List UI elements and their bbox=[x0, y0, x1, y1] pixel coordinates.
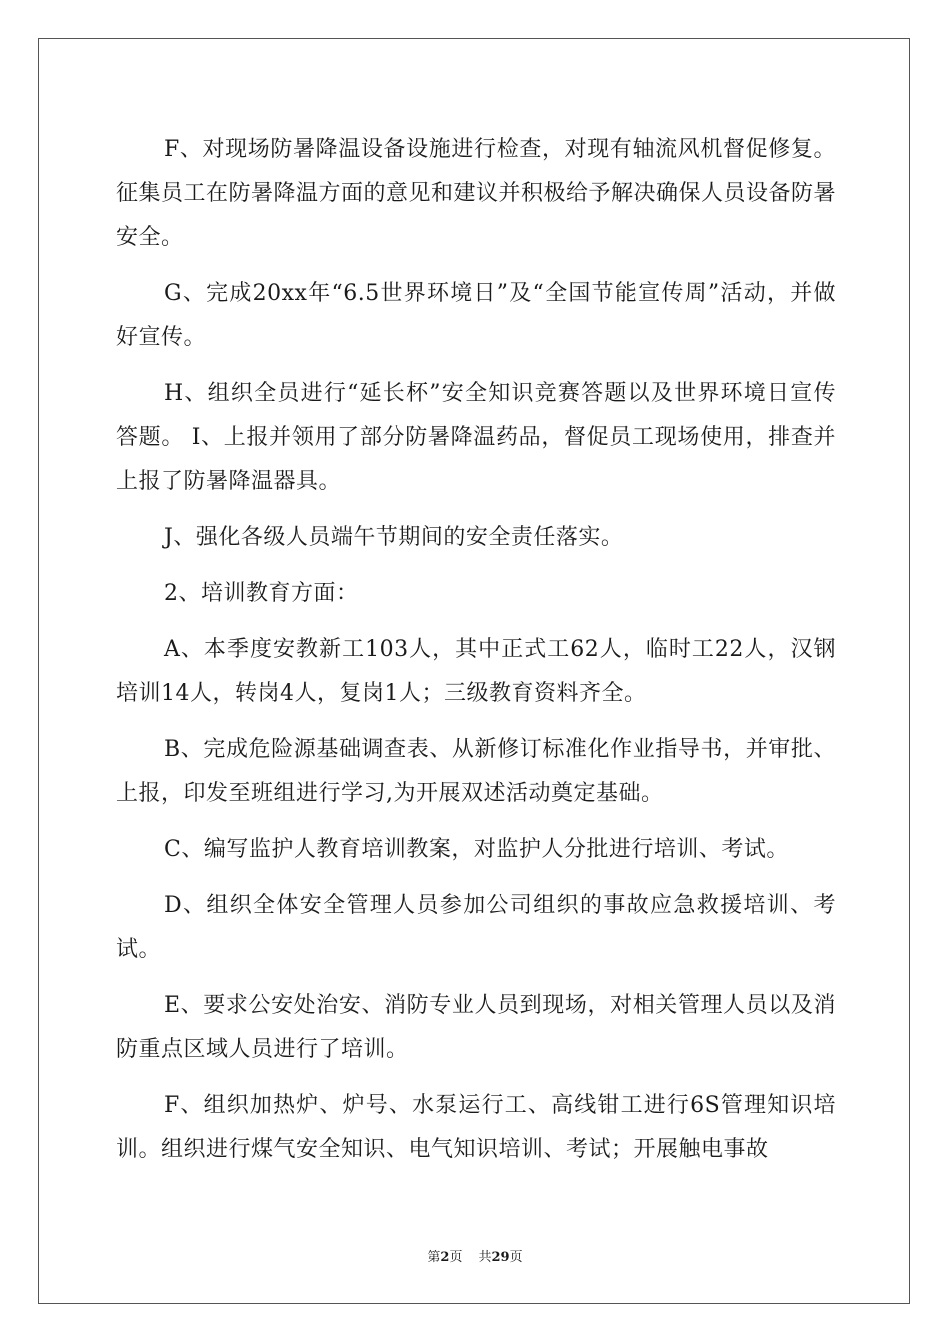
section-heading-training: 2、培训教育方面： bbox=[164, 581, 359, 606]
paragraph-a-new-workers: A、本季度安教新工103人，其中正式工62人，临时工22人，汉钢培训14人，转岗4人，复岗1人；三级教育资料齐全。 bbox=[116, 637, 836, 706]
paragraph-j-dragon-boat-safety: J、强化各级人员端午节期间的安全责任落实。 bbox=[164, 525, 624, 550]
paragraph-f-6s-training: F、组织加热炉、炉号、水泵运行工、高线钳工进行6S管理知识培训。组织进行煤气安全知识、电气知识培训、考试；开展触电事故 bbox=[116, 1093, 836, 1162]
paragraph-h-knowledge-contest: H、组织全员进行“延长杯”安全知识竞赛答题以及世界环境日宣传答题。 I、上报并领用了部分防暑降温药品，督促员工现场使用，排查并上报了防暑降温器具。 bbox=[116, 381, 836, 494]
total-page-count: 29 bbox=[491, 1250, 510, 1265]
paragraph-f-cooling-equipment: F、对现场防暑降温设备设施进行检查，对现有轴流风机督促修复。征集员工在防暑降温方面的意见和建议并积极给予解决确保人员设备防暑安全。 bbox=[116, 137, 837, 250]
paragraph-d-emergency-training: D、组织全体安全管理人员参加公司组织的事故应急救援培训、考试。 bbox=[116, 893, 836, 962]
paragraph-c-guardian-training: C、编写监护人教育培训教案，对监护人分批进行培训、考试。 bbox=[164, 837, 789, 862]
page-suffix: 页 bbox=[449, 1250, 463, 1265]
paragraph-b-hazard-survey: B、完成危险源基础调查表、从新修订标准化作业指导书，并审批、上报，印发至班组进行学习,为开展双述活动奠定基础。 bbox=[116, 737, 836, 806]
page-prefix: 第 bbox=[427, 1250, 441, 1265]
total-suffix: 页 bbox=[509, 1250, 523, 1265]
paragraph-e-fire-training: E、要求公安处治安、消防专业人员到现场，对相关管理人员以及消防重点区域人员进行了培训。 bbox=[116, 993, 836, 1062]
document-body bbox=[116, 128, 836, 1184]
page-footer bbox=[0, 1246, 950, 1265]
current-page-number: 2 bbox=[440, 1250, 450, 1265]
paragraph-g-environment-day: G、完成20xx年“6.5世界环境日”及“全国节能宣传周”活动，并做好宣传。 bbox=[116, 281, 836, 350]
total-prefix: 共 bbox=[478, 1250, 492, 1265]
